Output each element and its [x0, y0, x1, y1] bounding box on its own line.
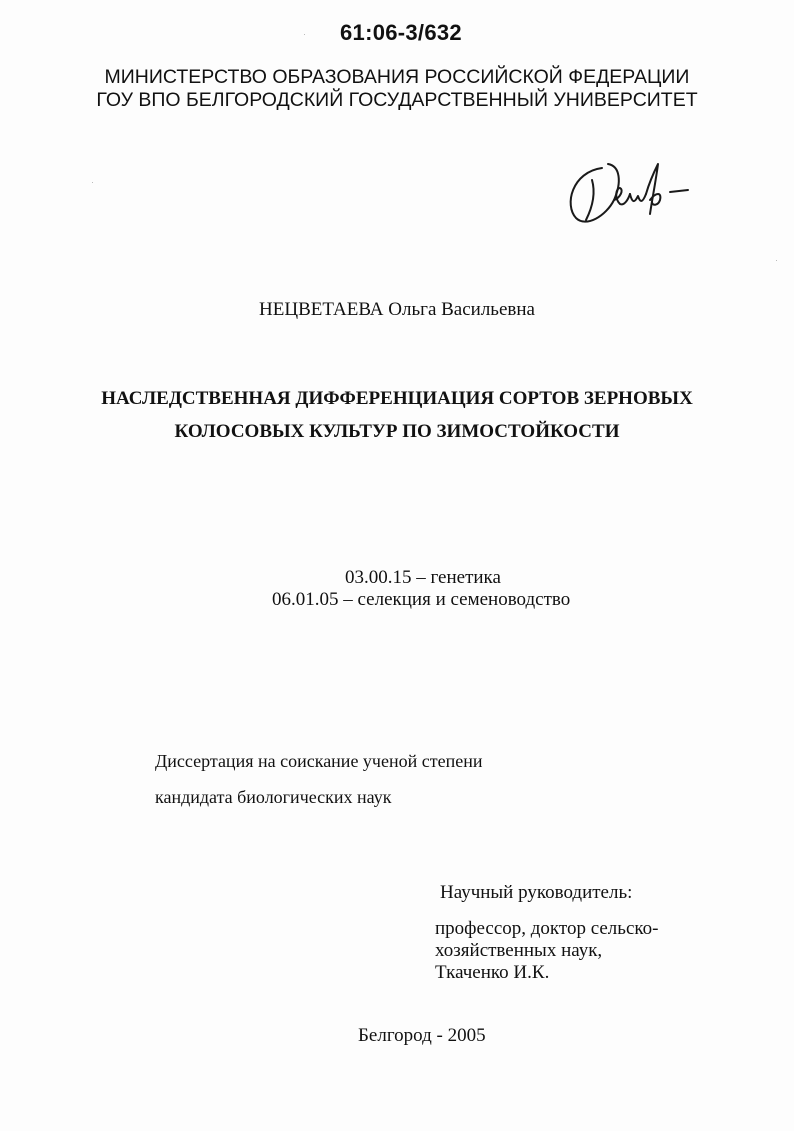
degree-line-1: Диссертация на соискание ученой степени — [155, 751, 483, 771]
signature-icon — [562, 150, 712, 240]
scan-speck — [92, 182, 93, 183]
place-year: Белгород - 2005 — [358, 1025, 486, 1046]
ministry-line-2: ГОУ ВПО БЕЛГОРОДСКИЙ ГОСУДАРСТВЕННЫЙ УНИВЕРСИТЕТ — [96, 89, 698, 111]
scan-speck — [776, 260, 777, 261]
title-line-1: НАСЛЕДСТВЕННАЯ ДИФФЕРЕНЦИАЦИЯ СОРТОВ ЗЕРНОВЫХ — [101, 388, 693, 409]
supervisor-line-1: профессор, доктор сельско- — [435, 918, 659, 939]
author-name: НЕЦВЕТАЕВА Ольга Васильевна — [259, 299, 535, 320]
archive-code: 61:06-3/632 — [340, 20, 462, 45]
degree-line-2: кандидата биологических наук — [155, 787, 392, 807]
specialty-breeding: 06.01.05 – селекция и семеноводство — [272, 589, 571, 610]
specialty-genetics: 03.00.15 – генетика — [345, 567, 501, 588]
ministry-line-1: МИНИСТЕРСТВО ОБРАЗОВАНИЯ РОССИЙСКОЙ ФЕДЕРАЦИИ — [104, 66, 690, 88]
supervisor-label: Научный руководитель: — [440, 882, 633, 903]
supervisor-name: Ткаченко И.К. — [435, 962, 550, 983]
title-line-2: КОЛОСОВЫХ КУЛЬТУР ПО ЗИМОСТОЙКОСТИ — [174, 421, 620, 442]
supervisor-line-2: хозяйственных наук, — [435, 940, 603, 961]
scan-speck — [304, 34, 305, 35]
